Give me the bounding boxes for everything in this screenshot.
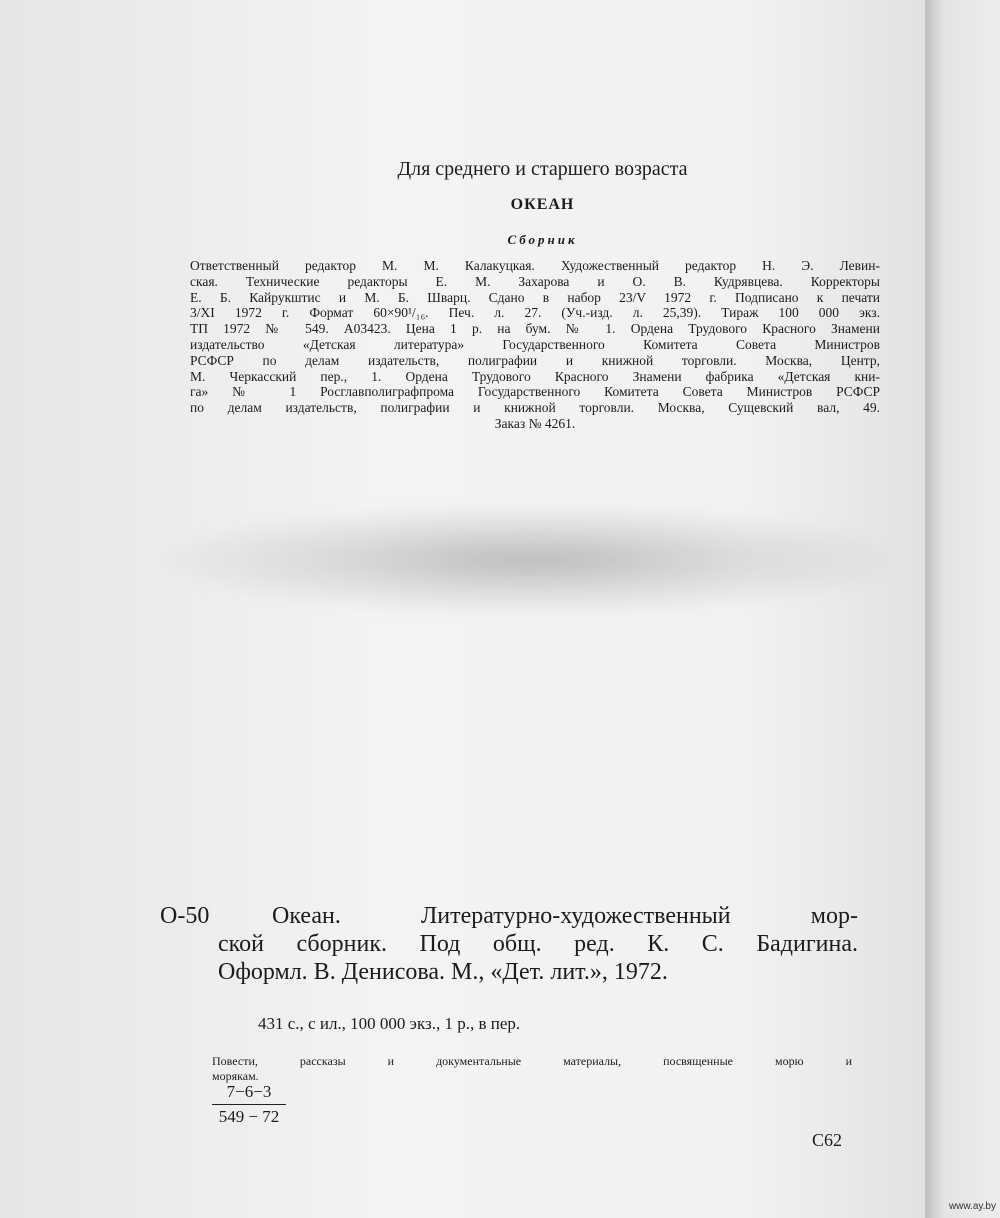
pages-info: 431 с., с ил., 100 000 экз., 1 р., в пер. (258, 1014, 521, 1033)
annotation-line: морякам. (212, 1069, 259, 1083)
imprint-line: Е. Б. Кайрукштис и М. Б. Шварц. Сдано в набор 23/V 1972 г. Подписано к печати (190, 289, 880, 305)
imprint-block (190, 258, 880, 432)
book-title: ОКЕАН (510, 196, 575, 213)
order-number: Заказ № 4261. (494, 415, 576, 431)
annotation-line: Повести, рассказы и документальные материалы, посвященные морю и (212, 1054, 852, 1068)
imprint-line: Ответственный редактор М. М. Калакуцкая. Художественный редактор Н. Э. Левин- (190, 258, 880, 273)
imprint-line: га» № 1 Росглавполиграфпрома Государственного Комитета Совета Министров РСФСР (190, 384, 880, 400)
imprint-line: 3/XI 1972 г. Формат 60×90¹/₁₆. Печ. л. 27. (Уч.-изд. л. 25,39). Тираж 100 000 экз. (190, 305, 880, 321)
imprint-line: РСФСР по делам издательств, полиграфии и книжной торговли. Москва, Центр, (190, 352, 880, 368)
annotation (212, 1054, 852, 1084)
imprint-line: ТП 1972 № 549. А03423. Цена 1 р. на бум. № 1. Ордена Трудового Красного Знамени (190, 321, 880, 337)
adjacent-page-edge (925, 0, 1000, 1218)
age-note: Для среднего и старшего возраста (397, 158, 688, 180)
page-fold-shadow (160, 505, 900, 615)
bbk-fraction (212, 1082, 286, 1127)
imprint-line: М. Черкасский пер., 1. Ордена Трудового Красного Знамени фабрика «Детская кни- (190, 368, 880, 384)
imprint-line: ская. Технические редакторы Е. М. Захарова и О. В. Кудрявцева. Корректоры (190, 273, 880, 289)
catalog-code: О-50 (160, 903, 210, 929)
catalog-line: Оформл. В. Денисова. М., «Дет. лит.», 1972. (218, 959, 668, 985)
book-subtitle: Сборник (507, 232, 578, 247)
catalog-line: Океан. Литературно-художественный мор- (272, 903, 858, 929)
imprint-line: по делам издательств, полиграфии и книжной торговли. Москва, Сущевский вал, 49. (190, 400, 880, 416)
watermark: www.ay.by (948, 1201, 996, 1212)
fraction-numerator: 7−6−3 (212, 1082, 286, 1105)
imprint-line: издательство «Детская литература» Государственного Комитета Совета Министров (190, 336, 880, 352)
classification-code: С62 (812, 1130, 843, 1150)
fraction-denominator: 549 − 72 (218, 1107, 280, 1126)
catalog-line: ской сборник. Под общ. ред. К. С. Бадигина. (218, 931, 858, 957)
